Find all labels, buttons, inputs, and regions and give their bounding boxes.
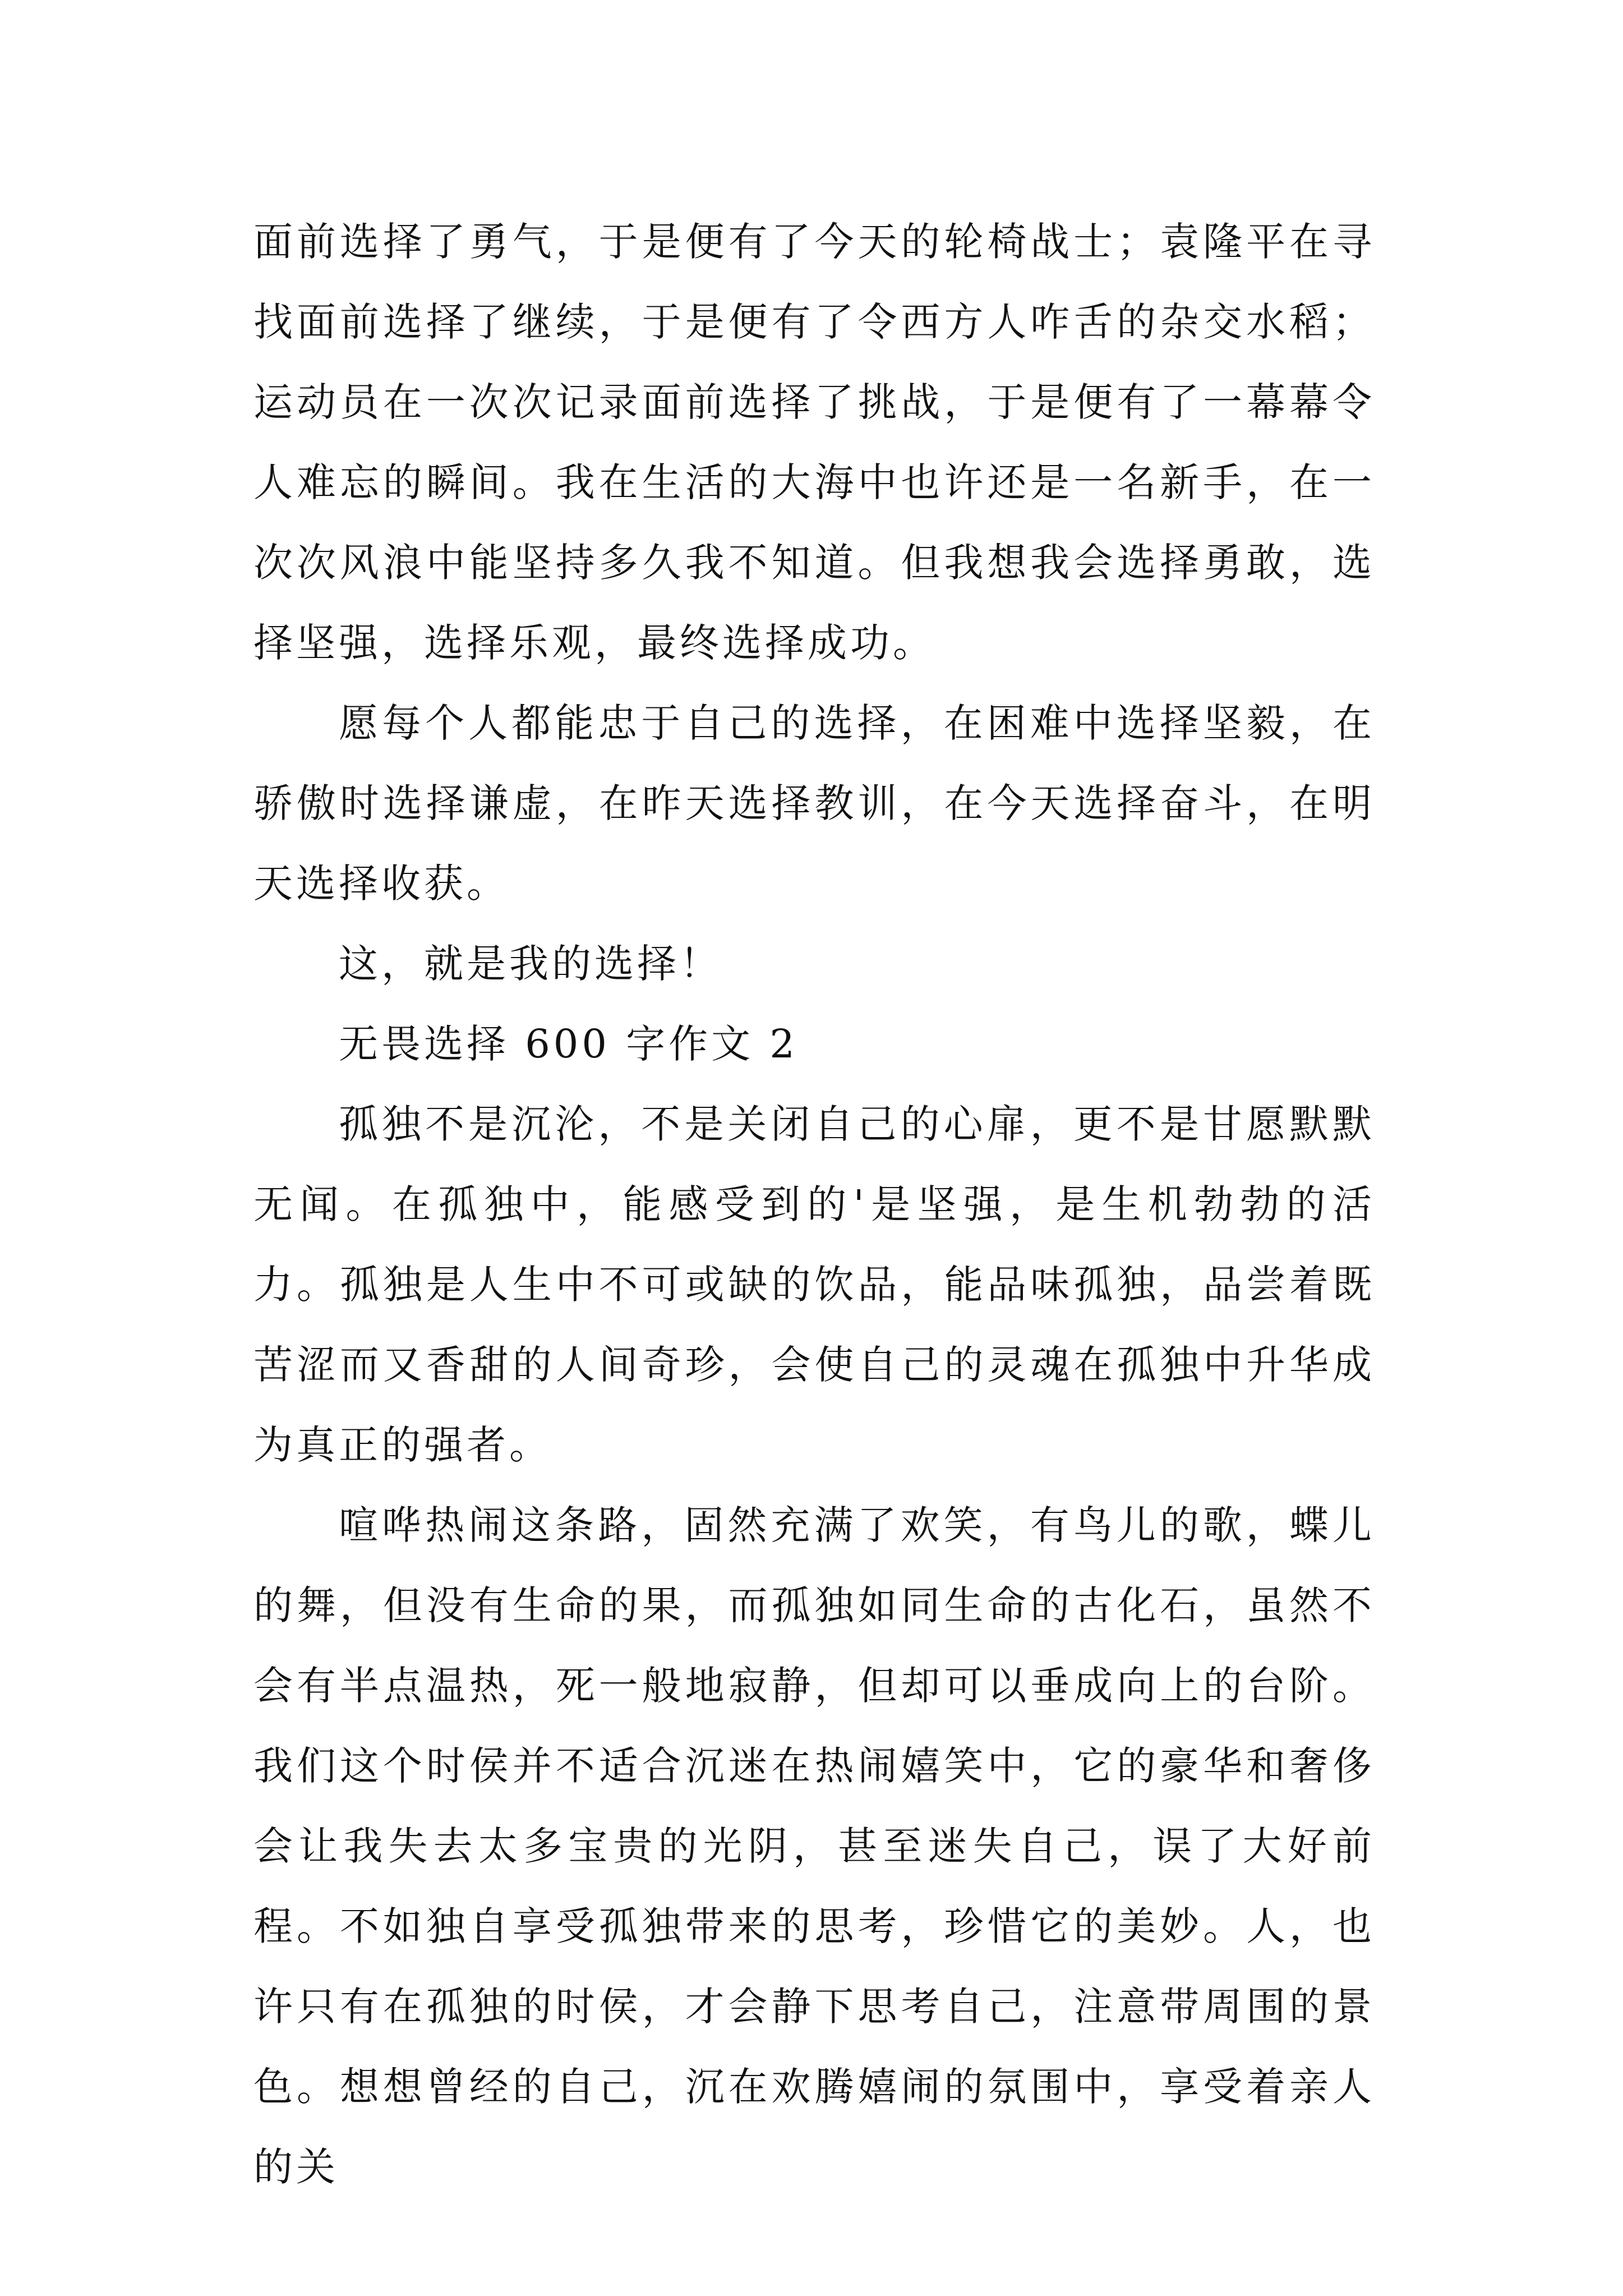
document-body bbox=[253, 202, 1375, 2207]
paragraph-2: 愿每个人都能忠于自己的选择，在困难中选择坚毅，在骄傲时选择谦虚，在昨天选择教训，在今天选择奋斗，在明天选择收获。 bbox=[253, 700, 1375, 907]
essay-heading: 无畏选择 600 字作文 2 bbox=[339, 1021, 798, 1067]
paragraph-6: 喧哗热闹这条路，固然充满了欢笑，有鸟儿的歌，蝶儿的舞，但没有生命的果，而孤独如同生命的古化石，虽然不会有半点温热，死一般地寂静，但却可以垂成向上的台阶。我们这个时侯并不适合沉迷在热闹嬉笑中，它的豪华和奢侈会让我失去太多宝贵的光阴，甚至迷失自己，误了大好前程。不如独自享受孤独带来的思考，珍惜它的美妙。人，也许只有在孤独的时侯，才会静下思考自己，注意带周围的景色。想想曾经的自己，沉在欢腾嬉闹的氛围中，享受着亲人的关 bbox=[253, 1502, 1375, 2190]
paragraph-5: 孤独不是沉沦，不是关闭自己的心扉，更不是甘愿默默无闻。在孤独中，能感受到的'是坚强，是生机勃勃的活力。孤独是人生中不可或缺的饮品，能品味孤独，品尝着既苦涩而又香甜的人间奇珍，会使自己的灵魂在孤独中升华成为真正的强者。 bbox=[253, 1101, 1375, 1468]
paragraph-1: 面前选择了勇气，于是便有了今天的轮椅战士；袁隆平在寻找面前选择了继续，于是便有了令西方人咋舌的杂交水稻；运动员在一次次记录面前选择了挑战，于是便有了一幕幕令人难忘的瞬间。我在生活的大海中也许还是一名新手，在一次次风浪中能坚持多久我不知道。但我想我会选择勇敢，选择坚强，选择乐观，最终选择成功。 bbox=[253, 219, 1375, 666]
paragraph-3: 这，就是我的选择！ bbox=[339, 941, 722, 987]
